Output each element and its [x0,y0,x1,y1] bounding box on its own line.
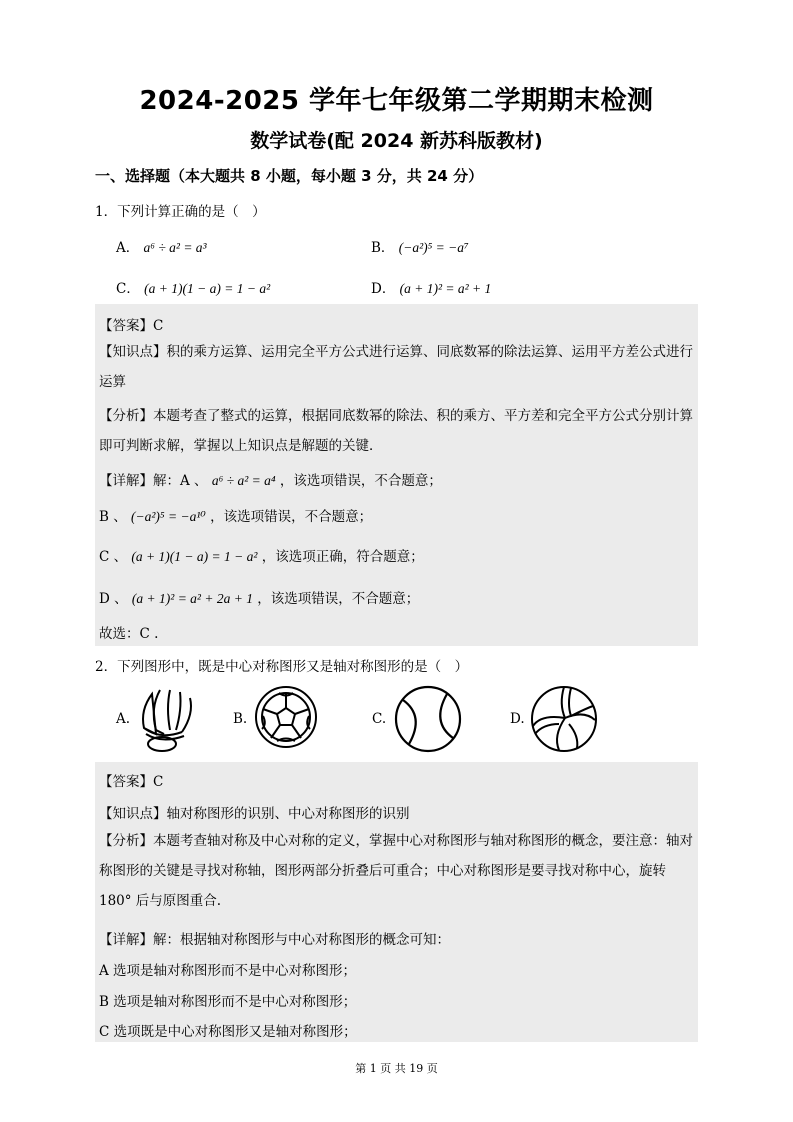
q1-option-b [371,236,469,256]
detail-intro: 【详解】解：A 、 [99,473,208,489]
q1-detail-d [99,587,419,607]
option-b-expression: (−a²)⁵ = −a⁷ [398,240,469,255]
detail-a-expression: a⁶ ÷ a² = a⁴ [211,473,276,488]
q1-analysis: 【分析】本题考查了整式的运算，根据同底数幂的除法、积的乘方、平方差和完全平方公式分别计算即可判断求解，掌握以上知识点是解题的关键． [99,408,693,454]
q1-detail-c [99,545,424,565]
q1-option-d [371,277,491,297]
q2-answer: 【答案】C [99,774,164,790]
page-number: 第 1 页 共 19 页 [355,1062,438,1075]
detail-a-verdict: ，该选项错误，不合题意； [279,473,442,489]
tennis-ball-icon [393,684,463,754]
detail-d-expression: (a + 1)² = a² + 2a + 1 [131,591,253,606]
option-b-label: B． [371,240,395,256]
q1-solution-panel [95,304,698,646]
q2-option-d-label: D. [510,711,525,727]
q2-option-b-label: B. [233,711,248,727]
option-d-expression: (a + 1)² = a² + 1 [399,281,492,296]
q1-detail-b [99,505,372,525]
option-a-expression: a⁶ ÷ a² = a³ [143,240,207,255]
q2-detail-b: B 选项是轴对称图形而不是中心对称图形； [99,994,357,1010]
detail-b-verdict: ，该选项错误，不合题意； [210,509,373,525]
detail-c-expression: (a + 1)(1 − a) = 1 − a² [131,549,258,564]
detail-c-label: C 、 [99,549,128,565]
exam-subtitle: 数学试卷(配 2024 新苏科版教材) [250,130,543,152]
detail-b-label: B 、 [99,509,127,525]
detail-c-verdict: ，该选项正确，符合题意； [261,549,424,565]
q2-analysis: 【分析】本题考查轴对称及中心对称的定义，掌握中心对称图形与轴对称图形的概念，要注意：轴对称图形的关键是寻找对称轴，图形两部分折叠后可重合；中心对称图形是要寻找对称中心，旋转 180° 后与原图重合. [99,833,693,909]
q1-option-a [116,236,207,256]
question-1-stem: 1．下列计算正确的是（ ） [95,204,266,220]
q1-conclusion: 故选：C . [99,626,159,642]
option-c-expression: (a + 1)(1 − a) = 1 − a² [144,281,271,296]
option-d-label: D． [371,281,396,297]
section-heading: 一、选择题（本大题共 8 小题，每小题 3 分，共 24 分） [95,167,484,185]
detail-d-verdict: ，该选项错误，不合题意； [257,591,420,607]
option-a-label: A． [116,240,140,256]
q2-option-c-label: C. [372,711,387,727]
q1-detail-a [99,469,442,489]
shuttlecock-icon [132,684,208,754]
q2-detail-a: A 选项是轴对称图形而不是中心对称图形； [99,963,357,979]
q2-detail-c: C 选项既是中心对称图形又是轴对称图形； [99,1024,357,1040]
q2-option-a-label: A. [116,711,131,727]
detail-d-label: D 、 [99,591,128,607]
q2-knowledge-points: 【知识点】轴对称图形的识别、中心对称图形的识别 [99,806,410,822]
question-2-stem: 2．下列图形中，既是中心对称图形又是轴对称图形的是（ ） [95,659,469,675]
q2-solution-panel [95,762,698,1042]
q2-detail-intro: 【详解】解：根据轴对称图形与中心对称图形的概念可知： [99,932,450,948]
option-c-label: C． [116,281,140,297]
q1-knowledge-points: 【知识点】积的乘方运算、运用完全平方公式进行运算、同底数幂的除法运算、运用平方差公式进行运算 [99,344,693,390]
soccer-ball-icon [253,684,319,750]
q1-option-c [116,277,270,297]
volleyball-icon [529,684,599,754]
q1-answer: 【答案】C [99,318,164,334]
detail-b-expression: (−a²)⁵ = −a¹⁰ [131,509,206,524]
exam-title: 2024-2025 学年七年级第二学期期末检测 [139,86,654,116]
